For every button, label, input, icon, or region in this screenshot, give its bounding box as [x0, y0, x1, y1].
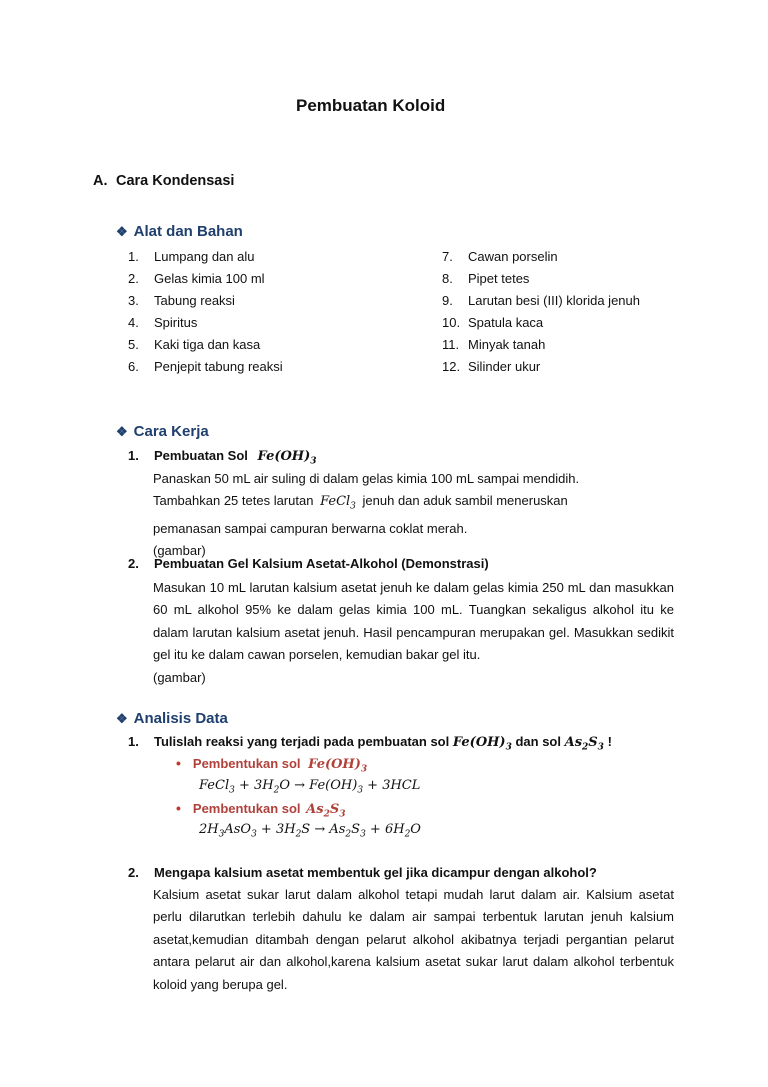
item-number: 4.: [128, 315, 139, 330]
list-item: [128, 290, 283, 312]
step1-title: [128, 448, 317, 467]
formula-fe-oh3: $Fe(OH)_3$: [257, 449, 317, 467]
q1-bullet-2: [176, 800, 346, 820]
alat-heading: [116, 223, 243, 240]
bullet-dot-icon: •: [176, 755, 181, 771]
step-title-text: Pembuatan Sol: [154, 448, 248, 463]
item-number: 9.: [442, 293, 453, 308]
formula-fe-oh3: $Fe(OH)_3$: [308, 757, 368, 775]
item-number: 8.: [442, 271, 453, 286]
step2-body: [153, 577, 674, 689]
question-number: 2.: [128, 865, 139, 880]
q1-text-part: dan sol: [515, 734, 561, 749]
equation-fe-oh3: FeCl$_3$ + $3H_2O \to Fe(OH)_3 + 3HCL$: [199, 778, 421, 796]
item-text: Lumpang dan alu: [154, 249, 255, 264]
formula-fe-oh3: $Fe(OH)_3$: [452, 735, 512, 753]
alat-heading-text: Alat dan Bahan: [133, 223, 243, 240]
list-item: [442, 312, 640, 334]
item-text: Spiritus: [154, 315, 198, 330]
q1-text-part: Tulislah reaksi yang terjadi pada pembuatan sol: [154, 734, 450, 749]
bullet-label: Pembentukan sol: [192, 801, 301, 816]
diamond-bullet-icon: ❖: [116, 424, 128, 439]
bullet-dot-icon: •: [176, 800, 181, 816]
list-item: [442, 290, 640, 312]
equation-as2s3: $2H_3AsO_3 + 3H_2S \to As_2S_3 + 6H_2O$: [199, 822, 421, 840]
cara-kerja-heading-text: Cara Kerja: [133, 423, 209, 440]
list-item: [442, 246, 640, 268]
item-number: 7.: [442, 249, 453, 264]
item-number: 2.: [128, 271, 139, 286]
step-number: 1.: [128, 448, 139, 463]
item-text: Gelas kimia 100 ml: [154, 271, 265, 286]
list-item: [128, 246, 283, 268]
step-title-text: Pembuatan Gel Kalsium Asetat-Alkohol (Demonstrasi): [154, 556, 489, 571]
bullet-label: Pembentukan sol: [192, 756, 301, 771]
alat-list-right: [442, 246, 640, 378]
formula-fecl3: FeCl$_3$: [320, 494, 356, 512]
step1-line: pemanasan sampai campuran berwarna coklat merah.: [153, 520, 468, 536]
item-text: Minyak tanah: [468, 337, 546, 352]
item-number: 11.: [442, 337, 460, 352]
item-text: Penjepit tabung reaksi: [154, 359, 283, 374]
item-text: Kaki tiga dan kasa: [154, 337, 261, 352]
item-number: 12.: [442, 359, 461, 374]
step1-body: [153, 468, 579, 562]
list-item: [442, 356, 640, 378]
q2-question: [128, 865, 597, 880]
section-a-heading: [93, 173, 234, 189]
list-item: [128, 334, 283, 356]
item-number: 1.: [128, 249, 139, 264]
formula-as2s3: $As_2S_3$: [306, 802, 346, 820]
q2-question-text: Mengapa kalsium asetat membentuk gel jika dicampur dengan alkohol?: [154, 865, 597, 880]
section-a-label: A.: [93, 173, 108, 189]
item-text: Spatula kaca: [468, 315, 544, 330]
item-text: Tabung reaksi: [154, 293, 235, 308]
list-item: [442, 334, 640, 356]
step2-note: (gambar): [153, 669, 206, 685]
item-text: Larutan besi (III) klorida jenuh: [468, 293, 640, 308]
list-item: [128, 356, 283, 378]
step1-text: Tambahkan 25 tetes larutan: [153, 493, 314, 508]
analisis-heading-text: Analisis Data: [133, 710, 228, 727]
item-number: 5.: [128, 337, 139, 352]
item-text: Cawan porselin: [468, 249, 558, 264]
diamond-bullet-icon: ❖: [116, 711, 128, 726]
cara-kerja-heading: [116, 423, 209, 440]
q1-text: [128, 734, 612, 753]
step1-line: Panaskan 50 mL air suling di dalam gelas kimia 100 mL sampai mendidih.: [153, 471, 580, 486]
q2-answer-text: Kalsium asetat sukar larut dalam alkohol tetapi mudah larut dalam air. Kalsium asetat perlu dilarutkan terlebih dahulu ke dalam air sampai terbentuk larutan jenuh kalsium asetat,kemudian ditambah dengan pelarut alkohol akibatnya terjadi pergantian pelarut antara pelarut air dan alkohol,karena kalsium asetat sukar larut dalam alkohol terbentuk koloid yang berupa gel.: [153, 887, 674, 992]
item-number: 6.: [128, 359, 139, 374]
step1-line: [153, 490, 579, 518]
formula-as2s3: $As_2S_3$: [564, 735, 604, 753]
step1-text: jenuh dan aduk sambil meneruskan: [362, 493, 568, 508]
step2-paragraph: Masukan 10 mL larutan kalsium asetat jenuh ke dalam gelas kimia 250 mL dan masukkan 60 mL alkohol 95% ke dalam gelas kimia 100 mL. Tuangkan sekaligus alkohol itu ke dalam larutan kalsium asetat jenuh. Hasil pencampuran merupakan gel. Masukkan sedikit gel itu ke dalam cawan porselen, kemudian bakar gel itu.: [153, 580, 674, 663]
step-number: 2.: [128, 556, 139, 571]
page-title: Pembuatan Koloid: [296, 96, 446, 115]
diamond-bullet-icon: ❖: [116, 224, 128, 239]
item-number: 3.: [128, 293, 139, 308]
list-item: [128, 312, 283, 334]
step2-title: [128, 556, 489, 571]
item-text: Pipet tetes: [468, 271, 530, 286]
step1-note: (gambar): [153, 542, 206, 558]
q1-text-part: !: [607, 734, 612, 749]
list-item: [128, 268, 283, 290]
question-number: 1.: [128, 734, 139, 749]
section-a-title: Cara Kondensasi: [116, 173, 235, 189]
item-number: 10.: [442, 315, 461, 330]
item-text: Silinder ukur: [468, 359, 541, 374]
analisis-heading: [116, 710, 228, 727]
list-item: [442, 268, 640, 290]
q1-bullet-1: [176, 755, 367, 775]
q2-answer: [153, 884, 674, 996]
alat-list-left: [128, 246, 283, 378]
